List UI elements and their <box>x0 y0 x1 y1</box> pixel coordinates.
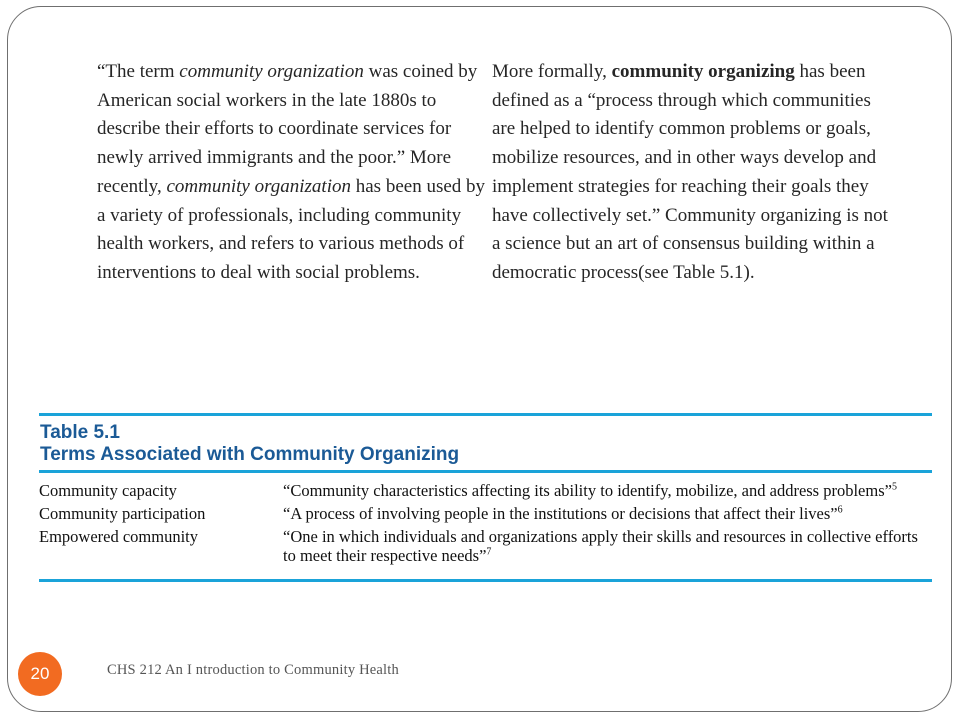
table-body <box>39 473 932 579</box>
definition-cell <box>283 481 932 500</box>
definition-text: “One in which individuals and organizations apply their skills and resources in collective efforts to meet their respective needs” <box>283 527 918 565</box>
term-cell: Community capacity <box>39 481 177 500</box>
table-bottom-rule <box>39 579 932 582</box>
table-row <box>39 527 932 565</box>
footer-course-text: CHS 212 An I ntroduction to Community Health <box>107 662 399 678</box>
term-cell: Empowered community <box>39 527 199 546</box>
table-number: Table 5.1 <box>40 422 120 443</box>
text-run: was coined by American social workers in the late 1880s to describe their efforts to coordinate services for newly arrived immigrants and the poor.” More recently, <box>97 61 481 197</box>
footnote-ref: 6 <box>837 504 843 516</box>
definition-cell <box>283 504 932 523</box>
italic-term: community organization <box>179 61 364 82</box>
table-caption <box>39 416 932 466</box>
left-paragraph <box>97 58 489 288</box>
bold-term: community organizing <box>611 61 795 82</box>
table-row <box>39 504 932 523</box>
text-run: has been used by a variety of professionals, including community health workers, and refers to various methods of interventions to deal with social problems. <box>97 175 490 283</box>
footnote-ref: 7 <box>486 546 492 558</box>
table-row <box>39 481 932 500</box>
text-run: “The term <box>97 61 180 82</box>
page-number-badge: 20 <box>18 652 62 696</box>
footnote-ref: 5 <box>891 481 897 493</box>
table-title: Terms Associated with Community Organizing <box>40 444 460 465</box>
text-run: More formally, <box>492 61 612 82</box>
right-paragraph <box>492 58 892 288</box>
terms-table <box>39 413 932 582</box>
definition-cell <box>283 527 932 565</box>
text-run: has been defined as a “process through which communities are helped to identify common problems or goals, mobilize resources, and in other ways develop and implement strategies for reaching their goals they have collectively set.” Community organizing is not a science but an art of consensus building within a democratic process(see Table 5.1). <box>492 61 893 283</box>
italic-term: community organization <box>166 175 351 197</box>
definition-text: “Community characteristics affecting its ability to identify, mobilize, and address problems” <box>283 481 892 500</box>
definition-text: “A process of involving people in the institutions or decisions that affect their lives” <box>283 504 838 523</box>
term-cell: Community participation <box>39 504 206 523</box>
